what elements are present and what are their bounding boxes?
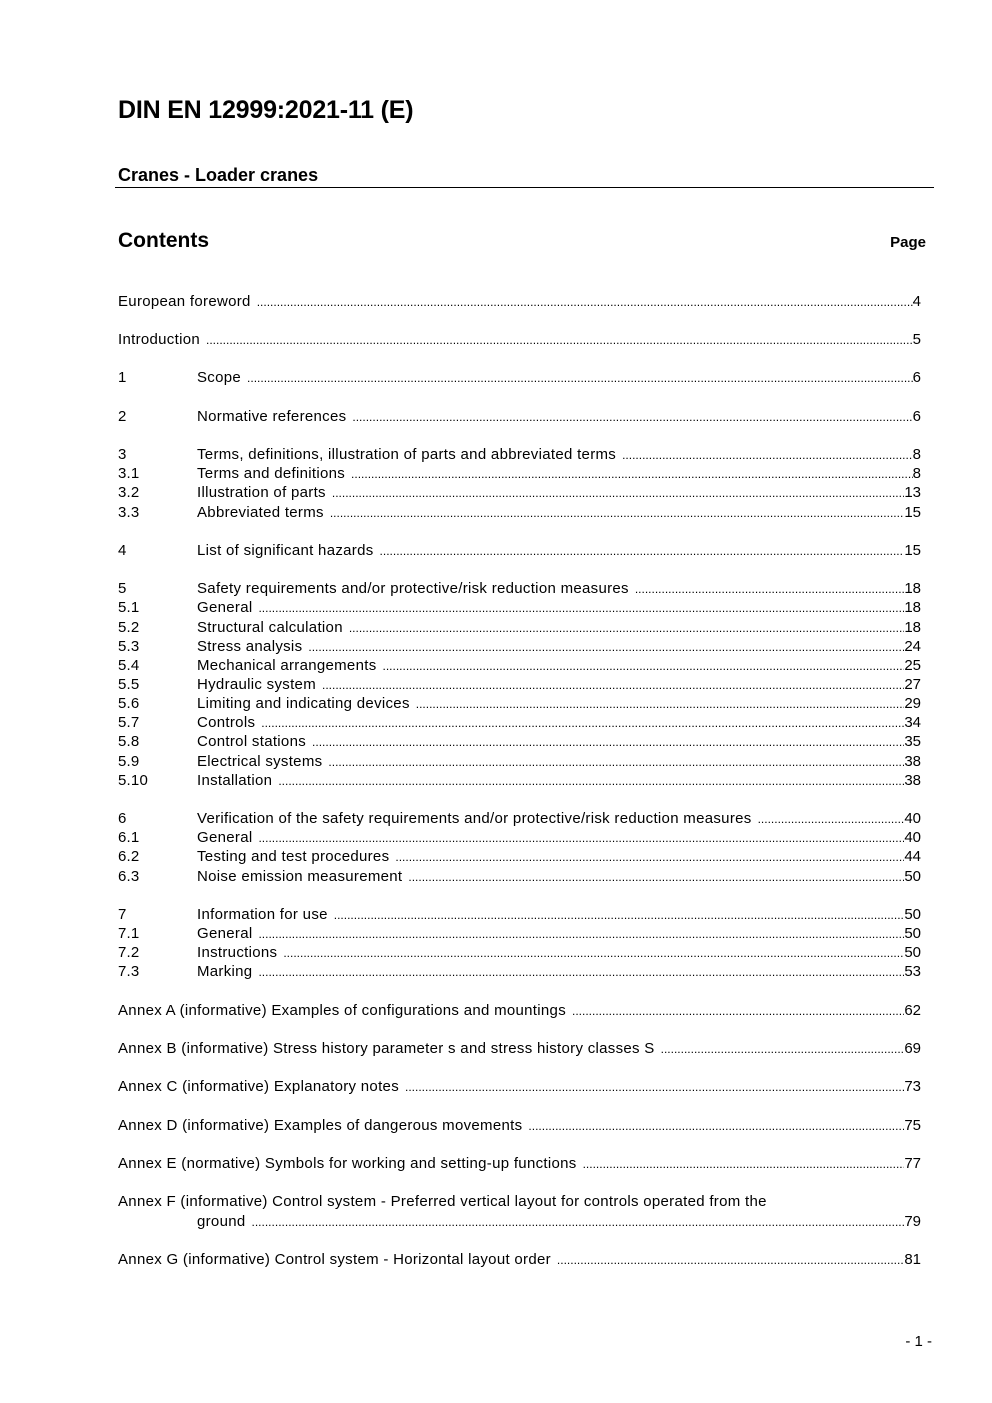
page-column-heading: Page bbox=[890, 234, 926, 251]
toc-entry-page: 18 bbox=[904, 599, 921, 616]
toc-entry-page: 75 bbox=[904, 1117, 921, 1134]
toc-entry-electrical-systems[interactable] bbox=[118, 752, 921, 771]
toc-entry-page: 18 bbox=[904, 580, 921, 597]
toc-entry-page: 35 bbox=[904, 733, 921, 750]
toc-entry-safety-requirements[interactable] bbox=[118, 579, 921, 598]
toc-entry-title: General bbox=[197, 925, 253, 942]
toc-dot-leader bbox=[380, 542, 905, 561]
toc-entry-title: Verification of the safety requirements and/or protective/risk reduction measures bbox=[197, 810, 752, 827]
toc-entry-number: 7.2 bbox=[118, 944, 140, 961]
toc-entry-annex-c[interactable] bbox=[118, 1077, 921, 1096]
toc-entry-illustration-of-parts[interactable] bbox=[118, 483, 921, 502]
contents-heading: Contents bbox=[118, 229, 209, 252]
toc-dot-leader bbox=[247, 369, 913, 388]
toc-entry-page: 24 bbox=[904, 638, 921, 655]
toc-entry-title: Noise emission measurement bbox=[197, 868, 403, 885]
toc-entry-page: 44 bbox=[904, 848, 921, 865]
toc-entry-title: Testing and test procedures bbox=[197, 848, 390, 865]
toc-entry-european-foreword[interactable] bbox=[118, 292, 921, 311]
toc-dot-leader bbox=[405, 1078, 904, 1097]
toc-entry-number: 7.1 bbox=[118, 925, 140, 942]
toc-entry-title: Limiting and indicating devices bbox=[197, 695, 410, 712]
toc-entry-title: Controls bbox=[197, 714, 256, 731]
toc-entry-page: 4 bbox=[912, 293, 921, 310]
document-title: DIN EN 12999:2021-11 (E) bbox=[118, 96, 414, 124]
toc-entry-page: 15 bbox=[904, 504, 921, 521]
toc-entry-terms[interactable] bbox=[118, 445, 921, 464]
toc-entry-page: 53 bbox=[904, 963, 921, 980]
toc-entry-page: 6 bbox=[912, 369, 921, 386]
toc-entry-normative-references[interactable] bbox=[118, 407, 921, 426]
toc-entry-number: 3.3 bbox=[118, 504, 140, 521]
toc-entry-page: 8 bbox=[912, 446, 921, 463]
toc-entry-information-for-use[interactable] bbox=[118, 905, 921, 924]
toc-dot-leader bbox=[622, 446, 913, 465]
toc-entry-number: 3 bbox=[118, 446, 127, 463]
toc-entry-number: 5.1 bbox=[118, 599, 140, 616]
toc-dot-leader bbox=[334, 906, 905, 925]
toc-dot-leader bbox=[349, 619, 904, 638]
toc-entry-annex-f-title[interactable]: Annex F (informative) Control system - Preferred vertical layout for controls operated from the bbox=[118, 1193, 767, 1210]
toc-dot-leader bbox=[383, 657, 905, 676]
toc-entry-page: 40 bbox=[904, 829, 921, 846]
toc-dot-leader bbox=[312, 733, 904, 752]
toc-dot-leader bbox=[328, 753, 904, 772]
toc-entry-title: Abbreviated terms bbox=[197, 504, 324, 521]
toc-entry-introduction[interactable] bbox=[118, 330, 921, 349]
toc-entry-general-5-1[interactable] bbox=[118, 598, 921, 617]
toc-entry-title: Installation bbox=[197, 772, 273, 789]
toc-entry-title: Annex B (informative) Stress history parameter s and stress history classes S bbox=[118, 1040, 655, 1057]
toc-entry-title: Hydraulic system bbox=[197, 676, 316, 693]
toc-entry-title: Mechanical arrangements bbox=[197, 657, 377, 674]
toc-entry-title: Control stations bbox=[197, 733, 307, 750]
toc-entry-number: 5.6 bbox=[118, 695, 140, 712]
toc-entry-page: 50 bbox=[904, 944, 921, 961]
toc-entry-number: 6.2 bbox=[118, 848, 140, 865]
toc-entry-number: 1 bbox=[118, 369, 127, 386]
toc-entry-annex-d[interactable] bbox=[118, 1116, 921, 1135]
toc-entry-hydraulic-system[interactable] bbox=[118, 675, 921, 694]
toc-dot-leader bbox=[661, 1040, 905, 1059]
toc-dot-leader bbox=[583, 1155, 905, 1174]
toc-dot-leader bbox=[528, 1117, 904, 1136]
toc-entry-title: Annex G (informative) Control system - Horizontal layout order bbox=[118, 1251, 551, 1268]
toc-entry-page: 50 bbox=[904, 868, 921, 885]
toc-entry-page: 62 bbox=[904, 1002, 921, 1019]
toc-dot-leader bbox=[758, 810, 905, 829]
toc-dot-leader bbox=[351, 465, 913, 484]
toc-dot-leader bbox=[258, 599, 904, 618]
toc-entry-title: List of significant hazards bbox=[197, 542, 374, 559]
toc-entry-annex-e[interactable] bbox=[118, 1154, 921, 1173]
toc-entry-title: Illustration of parts bbox=[197, 484, 326, 501]
toc-entry-title: European foreword bbox=[118, 293, 251, 310]
toc-entry-structural-calculation[interactable] bbox=[118, 618, 921, 637]
toc-entry-title: Information for use bbox=[197, 906, 328, 923]
toc-dot-leader bbox=[278, 772, 904, 791]
toc-entry-page: 50 bbox=[904, 906, 921, 923]
toc-entry-page: 18 bbox=[904, 619, 921, 636]
toc-entry-title: Scope bbox=[197, 369, 242, 386]
toc-dot-leader bbox=[635, 580, 904, 599]
toc-entry-noise-emission[interactable] bbox=[118, 867, 921, 886]
toc-entry-page: 69 bbox=[904, 1040, 921, 1057]
toc-entry-page: 50 bbox=[904, 925, 921, 942]
toc-entry-hazards[interactable] bbox=[118, 541, 921, 560]
toc-entry-terms-definitions[interactable] bbox=[118, 464, 921, 483]
toc-entry-annex-g[interactable] bbox=[118, 1250, 921, 1269]
toc-entry-page: 77 bbox=[904, 1155, 921, 1172]
toc-entry-number: 5.2 bbox=[118, 619, 140, 636]
toc-entry-number: 5.9 bbox=[118, 753, 140, 770]
toc-entry-page: 79 bbox=[904, 1213, 921, 1230]
toc-entry-title: Annex C (informative) Explanatory notes bbox=[118, 1078, 399, 1095]
toc-entry-title: Terms and definitions bbox=[197, 465, 346, 482]
toc-entry-mechanical-arrangements[interactable] bbox=[118, 656, 921, 675]
toc-entry-page: 8 bbox=[912, 465, 921, 482]
toc-dot-leader bbox=[261, 714, 904, 733]
toc-dot-leader bbox=[322, 676, 904, 695]
toc-entry-control-stations[interactable] bbox=[118, 732, 921, 751]
toc-entry-annex-b[interactable] bbox=[118, 1039, 921, 1058]
toc-entry-controls[interactable] bbox=[118, 713, 921, 732]
toc-entry-title: General bbox=[197, 599, 253, 616]
toc-entry-title: Structural calculation bbox=[197, 619, 343, 636]
toc-entry-general-6-1[interactable] bbox=[118, 828, 921, 847]
toc-entry-marking[interactable] bbox=[118, 962, 921, 981]
toc-entry-page: 73 bbox=[904, 1078, 921, 1095]
toc-entry-title: Normative references bbox=[197, 408, 347, 425]
toc-entry-number: 5.3 bbox=[118, 638, 140, 655]
toc-entry-title: Annex A (informative) Examples of configurations and mountings bbox=[118, 1002, 566, 1019]
toc-entry-page: 6 bbox=[912, 408, 921, 425]
toc-entry-stress-analysis[interactable] bbox=[118, 637, 921, 656]
toc-entry-number: 5.8 bbox=[118, 733, 140, 750]
toc-entry-general-7-1[interactable] bbox=[118, 924, 921, 943]
toc-entry-installation[interactable] bbox=[118, 771, 921, 790]
toc-entry-number: 6 bbox=[118, 810, 127, 827]
toc-entry-limiting-devices[interactable] bbox=[118, 694, 921, 713]
toc-dot-leader bbox=[557, 1251, 904, 1270]
toc-entry-abbreviated-terms[interactable] bbox=[118, 503, 921, 522]
toc-entry-number: 7 bbox=[118, 906, 127, 923]
toc-entry-title: Annex D (informative) Examples of dangerous movements bbox=[118, 1117, 523, 1134]
toc-dot-leader bbox=[308, 638, 904, 657]
toc-dot-leader bbox=[395, 848, 904, 867]
toc-entry-number: 5 bbox=[118, 580, 127, 597]
toc-entry-number: 5.4 bbox=[118, 657, 140, 674]
toc-entry-continuation: ground bbox=[197, 1213, 246, 1230]
toc-dot-leader bbox=[206, 331, 913, 350]
toc-dot-leader bbox=[258, 963, 904, 982]
toc-entry-verification[interactable] bbox=[118, 809, 921, 828]
toc-dot-leader bbox=[332, 484, 904, 503]
toc-entry-page: 25 bbox=[904, 657, 921, 674]
toc-entry-title: Instructions bbox=[197, 944, 278, 961]
toc-entry-number: 6.3 bbox=[118, 868, 140, 885]
document-subtitle: Cranes - Loader cranes bbox=[118, 165, 319, 185]
toc-entry-title: Annex E (normative) Symbols for working and setting-up functions bbox=[118, 1155, 577, 1172]
toc-entry-page: 34 bbox=[904, 714, 921, 731]
toc-entry-page: 40 bbox=[904, 810, 921, 827]
toc-dot-leader bbox=[257, 293, 913, 312]
toc-entry-page: 38 bbox=[904, 772, 921, 789]
toc-entry-page: 13 bbox=[904, 484, 921, 501]
toc-dot-leader bbox=[252, 1213, 905, 1232]
toc-entry-number: 3.2 bbox=[118, 484, 140, 501]
toc-dot-leader bbox=[352, 408, 912, 427]
toc-entry-title: General bbox=[197, 829, 253, 846]
toc-entry-title: Marking bbox=[197, 963, 253, 980]
toc-entry-title: Terms, definitions, illustration of parts and abbreviated terms bbox=[197, 446, 617, 463]
toc-entry-page: 15 bbox=[904, 542, 921, 559]
toc-entry-number: 2 bbox=[118, 408, 127, 425]
toc-entry-number: 5.5 bbox=[118, 676, 140, 693]
page-number: - 1 - bbox=[905, 1333, 932, 1350]
toc-entry-number: 6.1 bbox=[118, 829, 140, 846]
toc-entry-instructions[interactable] bbox=[118, 943, 921, 962]
toc-entry-number: 3.1 bbox=[118, 465, 140, 482]
toc-dot-leader bbox=[258, 829, 904, 848]
toc-entry-page: 5 bbox=[912, 331, 921, 348]
toc-dot-leader bbox=[283, 944, 904, 963]
toc-dot-leader bbox=[572, 1002, 904, 1021]
toc-dot-leader bbox=[416, 695, 905, 714]
toc-entry-scope[interactable] bbox=[118, 368, 921, 387]
toc-entry-number: 4 bbox=[118, 542, 127, 559]
toc-entry-page: 29 bbox=[904, 695, 921, 712]
toc-dot-leader bbox=[258, 925, 904, 944]
toc-entry-title: Introduction bbox=[118, 331, 200, 348]
toc-entry-number: 7.3 bbox=[118, 963, 140, 980]
title-divider bbox=[115, 187, 934, 188]
toc-entry-page: 81 bbox=[904, 1251, 921, 1268]
toc-entry-page: 27 bbox=[904, 676, 921, 693]
toc-entry-title: Safety requirements and/or protective/risk reduction measures bbox=[197, 580, 629, 597]
toc-entry-number: 5.10 bbox=[118, 772, 148, 789]
toc-entry-number: 5.7 bbox=[118, 714, 140, 731]
toc-dot-leader bbox=[330, 504, 904, 523]
toc-entry-title: Electrical systems bbox=[197, 753, 323, 770]
toc-entry-page: 38 bbox=[904, 753, 921, 770]
toc-entry-testing-procedures[interactable] bbox=[118, 847, 921, 866]
toc-entry-annex-f[interactable] bbox=[118, 1212, 921, 1231]
toc-dot-leader bbox=[408, 868, 904, 887]
toc-entry-title: Stress analysis bbox=[197, 638, 303, 655]
toc-entry-annex-a[interactable] bbox=[118, 1001, 921, 1020]
